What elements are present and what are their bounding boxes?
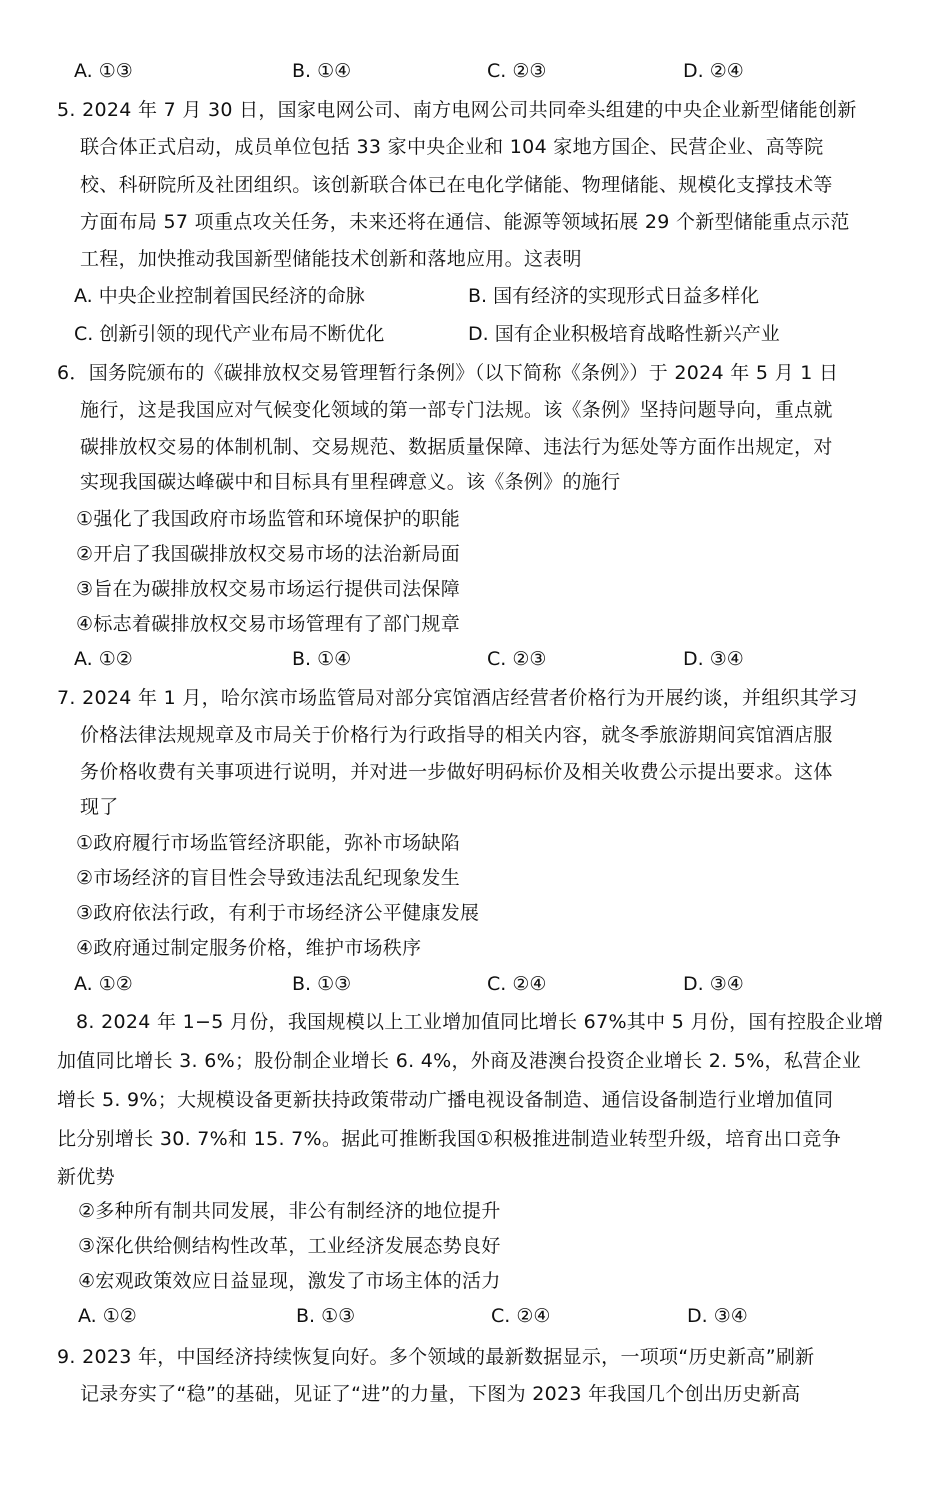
q8-option-a[interactable]: A. ①② <box>78 1305 137 1327</box>
q8-option-d[interactable]: D. ③④ <box>687 1305 748 1327</box>
q5-stem-line: 5. 2024 年 7 月 30 日，国家电网公司、南方电网公司共同牵头组建的中央企业新型储能创新 <box>57 99 857 121</box>
q7-stem-line: 7. 2024 年 1 月，哈尔滨市场监管局对部分宾馆酒店经营者价格行为开展约谈，并组织其学习 <box>57 687 858 709</box>
q6-stem-line: 施行，这是我国应对气候变化领域的第一部专门法规。该《条例》坚持问题导向，重点就 <box>80 399 833 421</box>
q5-option-d[interactable]: D. 国有企业积极培育战略性新兴产业 <box>468 323 780 345</box>
q8-statement: ④宏观政策效应日益显现，激发了市场主体的活力 <box>78 1270 501 1292</box>
q8-stem-line: 增长 5. 9%；大规模设备更新扶持政策带动广播电视设备制造、通信设备制造行业增加值同 <box>57 1089 834 1111</box>
q4-option-d[interactable]: D. ②④ <box>683 60 744 82</box>
q7-option-d[interactable]: D. ③④ <box>683 973 744 995</box>
q8-statement: ③深化供给侧结构性改革，工业经济发展态势良好 <box>78 1235 501 1257</box>
q6-stem-line: 实现我国碳达峰碳中和目标具有里程碑意义。该《条例》的施行 <box>80 471 621 493</box>
q8-stem-line: 8. 2024 年 1−5 月份，我国规模以上工业增加值同比增长 67%其中 5 月份，国有控股企业增 <box>76 1011 884 1033</box>
q6-stem-line: 6．国务院颁布的《碳排放权交易管理暂行条例》（以下简称《条例》）于 2024 年 5 月 1 日 <box>57 362 839 384</box>
q8-option-c[interactable]: C. ②④ <box>491 1305 551 1327</box>
q6-statement: ②开启了我国碳排放权交易市场的法治新局面 <box>76 543 461 565</box>
q7-statement: ④政府通过制定服务价格，维护市场秩序 <box>76 937 422 959</box>
q9-stem-line: 9. 2023 年，中国经济持续恢复向好。多个领域的最新数据显示，一项项“历史新高”刷新 <box>57 1346 815 1368</box>
q7-stem-line: 价格法律法规规章及市局关于价格行为行政指导的相关内容，就冬季旅游期间宾馆酒店服 <box>80 724 833 746</box>
q5-option-a[interactable]: A. 中央企业控制着国民经济的命脉 <box>74 285 365 307</box>
q8-stem-line: 加值同比增长 3. 6%；股份制企业增长 6. 4%，外商及港澳台投资企业增长 2. 5%，私营企业 <box>57 1050 862 1072</box>
q7-statement: ②市场经济的盲目性会导致违法乱纪现象发生 <box>76 867 461 889</box>
q5-option-b[interactable]: B. 国有经济的实现形式日益多样化 <box>468 285 760 307</box>
q8-statement: ②多种所有制共同发展，非公有制经济的地位提升 <box>78 1200 501 1222</box>
q6-statement: ①强化了我国政府市场监管和环境保护的职能 <box>76 508 461 530</box>
q8-option-b[interactable]: B. ①③ <box>296 1305 356 1327</box>
q5-option-c[interactable]: C. 创新引领的现代产业布局不断优化 <box>74 323 385 345</box>
q7-option-a[interactable]: A. ①② <box>74 973 133 995</box>
q6-option-d[interactable]: D. ③④ <box>683 648 744 670</box>
q4-option-b[interactable]: B. ①④ <box>292 60 352 82</box>
q7-option-b[interactable]: B. ①③ <box>292 973 352 995</box>
q8-stem-line: 比分别增长 30. 7%和 15. 7%。据此可推断我国①积极推进制造业转型升级，培育出口竞争 <box>57 1128 842 1150</box>
q7-statement: ①政府履行市场监管经济职能，弥补市场缺陷 <box>76 832 461 854</box>
q6-statement: ③旨在为碳排放权交易市场运行提供司法保障 <box>76 578 461 600</box>
q6-option-a[interactable]: A. ①② <box>74 648 133 670</box>
q9-stem-line: 记录夯实了“稳”的基础，见证了“进”的力量，下图为 2023 年我国几个创出历史新高 <box>80 1383 801 1405</box>
q7-stem-line: 务价格收费有关事项进行说明，并对进一步做好明码标价及相关收费公示提出要求。这体 <box>80 761 833 783</box>
q5-stem-line: 方面布局 57 项重点攻关任务，未来还将在通信、能源等领域拓展 29 个新型储能重点示范 <box>80 211 850 233</box>
q7-option-c[interactable]: C. ②④ <box>487 973 547 995</box>
q7-statement: ③政府依法行政，有利于市场经济公平健康发展 <box>76 902 480 924</box>
q6-option-b[interactable]: B. ①④ <box>292 648 352 670</box>
q6-statement: ④标志着碳排放权交易市场管理有了部门规章 <box>76 613 461 635</box>
q5-stem-line: 校、科研院所及社团组织。该创新联合体已在电化学储能、物理储能、规模化支撑技术等 <box>80 174 833 196</box>
q6-stem-line: 碳排放权交易的体制机制、交易规范、数据质量保障、违法行为惩处等方面作出规定，对 <box>80 436 833 458</box>
q4-option-c[interactable]: C. ②③ <box>487 60 547 82</box>
q8-stem-line: 新优势 <box>57 1166 115 1188</box>
q6-option-c[interactable]: C. ②③ <box>487 648 547 670</box>
q4-option-a[interactable]: A. ①③ <box>74 60 133 82</box>
q7-stem-line: 现了 <box>80 796 119 818</box>
q5-stem-line: 工程，加快推动我国新型储能技术创新和落地应用。这表明 <box>80 248 582 270</box>
q5-stem-line: 联合体正式启动，成员单位包括 33 家中央企业和 104 家地方国企、民营企业、高等院 <box>80 136 824 158</box>
